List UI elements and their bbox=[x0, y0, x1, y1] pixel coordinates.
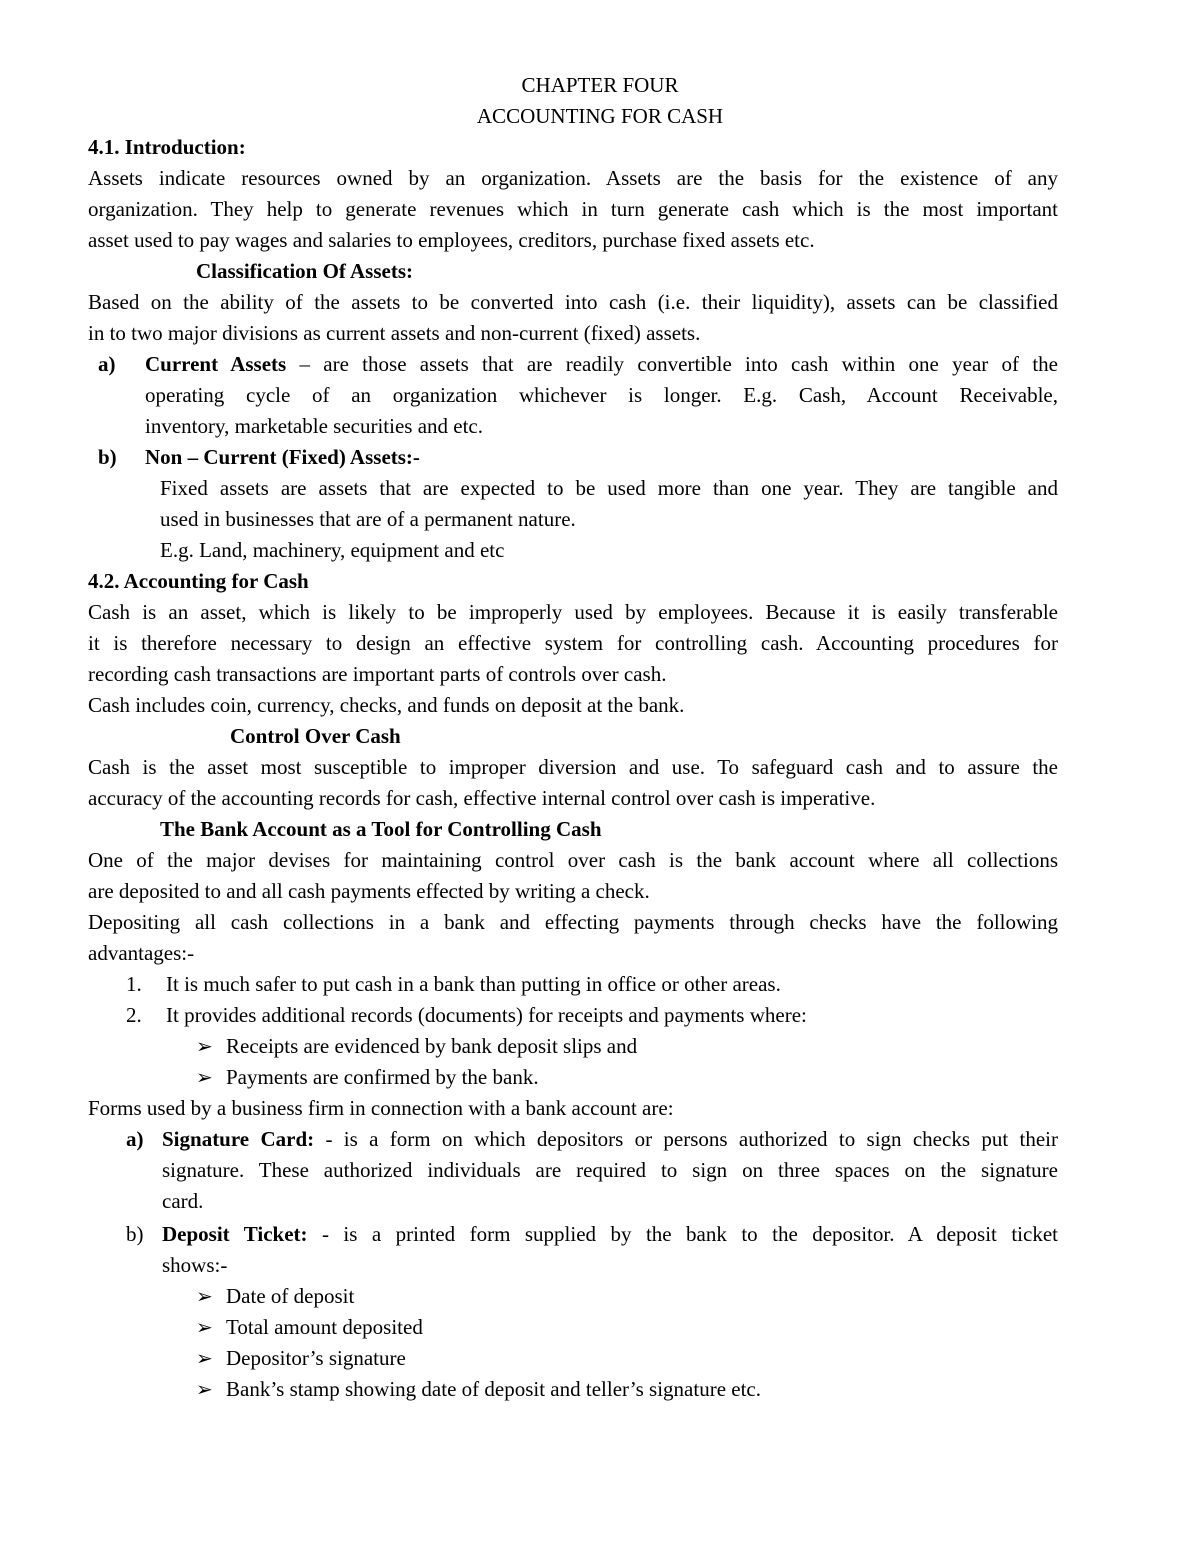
list-marker: b) bbox=[98, 445, 117, 469]
chapter-number: CHAPTER FOUR bbox=[521, 73, 679, 97]
noncurrent-assets-line: Fixed assets are assets that are expected to be used more than one year. They are tangible and bbox=[160, 476, 1058, 500]
intro-heading: 4.1. Introduction: bbox=[88, 135, 246, 159]
control-heading: Control Over Cash bbox=[230, 724, 401, 748]
arrowhead-bullet-icon: ➢ bbox=[196, 1036, 213, 1058]
noncurrent-assets-term: Non – Current (Fixed) Assets:- bbox=[145, 445, 420, 469]
noncurrent-assets-line: used in businesses that are of a permanent nature. bbox=[160, 507, 576, 531]
list-marker: a) bbox=[126, 1127, 144, 1151]
current-assets-term: Current Assets bbox=[145, 352, 287, 376]
arrowhead-bullet-icon: ➢ bbox=[196, 1317, 213, 1339]
forms-intro: Forms used by a business firm in connection with a bank account are: bbox=[88, 1096, 674, 1120]
current-assets-line: operating cycle of an organization whichever is longer. E.g. Cash, Account Receivable, bbox=[145, 383, 1058, 407]
classification-heading: Classification Of Assets: bbox=[196, 259, 413, 283]
deposit-ticket-term: Deposit Ticket: bbox=[162, 1222, 308, 1246]
bank-line: advantages:- bbox=[88, 941, 195, 965]
current-assets-item: Current Assets – are those assets that are readily convertible into cash within one year of the bbox=[145, 352, 1058, 376]
arrowhead-bullet-icon: ➢ bbox=[196, 1379, 213, 1401]
bullet-item: ➢ Bank’s stamp showing date of deposit and teller’s signature etc. bbox=[196, 1377, 761, 1401]
accounting-line: Cash includes coin, currency, checks, and funds on deposit at the bank. bbox=[88, 693, 685, 717]
accounting-line: Cash is an asset, which is likely to be improperly used by employees. Because it is easily transferable bbox=[88, 600, 1058, 624]
numbered-item: It provides additional records (documents) for receipts and payments where: bbox=[166, 1003, 807, 1027]
classification-line: Based on the ability of the assets to be converted into cash (i.e. their liquidity), assets can be classified bbox=[88, 290, 1058, 314]
accounting-line: recording cash transactions are important parts of controls over cash. bbox=[88, 662, 667, 686]
bullet-item: ➢ Total amount deposited bbox=[196, 1315, 423, 1339]
signature-card-line: card. bbox=[162, 1189, 204, 1213]
chapter-title: ACCOUNTING FOR CASH bbox=[476, 104, 724, 128]
accounting-heading: 4.2. Accounting for Cash bbox=[88, 569, 309, 593]
classification-line: in to two major divisions as current assets and non-current (fixed) assets. bbox=[88, 321, 701, 345]
deposit-ticket-item: Deposit Ticket: - is a printed form supplied by the bank to the depositor. A deposit ticket bbox=[162, 1222, 1058, 1246]
numbered-item: It is much safer to put cash in a bank than putting in office or other areas. bbox=[166, 972, 781, 996]
noncurrent-assets-line: E.g. Land, machinery, equipment and etc bbox=[160, 538, 505, 562]
arrowhead-bullet-icon: ➢ bbox=[196, 1286, 213, 1308]
signature-card-line: signature. These authorized individuals are required to sign on three spaces on the signature bbox=[162, 1158, 1058, 1182]
bank-heading: The Bank Account as a Tool for Controlling Cash bbox=[160, 817, 602, 841]
accounting-line: it is therefore necessary to design an effective system for controlling cash. Accounting procedures for bbox=[88, 631, 1058, 655]
numbered-marker: 2. bbox=[126, 1003, 142, 1027]
numbered-marker: 1. bbox=[126, 972, 142, 996]
control-line: accuracy of the accounting records for cash, effective internal control over cash is imperative. bbox=[88, 786, 876, 810]
intro-line: organization. They help to generate revenues which in turn generate cash which is the most important bbox=[88, 197, 1058, 221]
bank-line: One of the major devises for maintaining control over cash is the bank account where all collections bbox=[88, 848, 1058, 872]
bullet-item: ➢ Receipts are evidenced by bank deposit slips and bbox=[196, 1034, 638, 1058]
bank-line: are deposited to and all cash payments effected by writing a check. bbox=[88, 879, 650, 903]
signature-card-term: Signature Card: bbox=[162, 1127, 315, 1151]
list-marker: a) bbox=[98, 352, 116, 376]
arrowhead-bullet-icon: ➢ bbox=[196, 1067, 213, 1089]
current-assets-line: inventory, marketable securities and etc. bbox=[145, 414, 483, 438]
bank-line: Depositing all cash collections in a bank and effecting payments through checks have the following bbox=[88, 910, 1058, 934]
arrowhead-bullet-icon: ➢ bbox=[196, 1348, 213, 1370]
deposit-ticket-line: shows:- bbox=[162, 1253, 228, 1277]
control-line: Cash is the asset most susceptible to improper diversion and use. To safeguard cash and to assure the bbox=[88, 755, 1058, 779]
signature-card-item: Signature Card: - is a form on which depositors or persons authorized to sign checks put their bbox=[162, 1127, 1058, 1151]
intro-line: asset used to pay wages and salaries to employees, creditors, purchase fixed assets etc. bbox=[88, 228, 815, 252]
list-marker: b) bbox=[126, 1222, 144, 1246]
bullet-item: ➢ Date of deposit bbox=[196, 1284, 355, 1308]
bullet-item: ➢ Payments are confirmed by the bank. bbox=[196, 1065, 539, 1089]
intro-line: Assets indicate resources owned by an organization. Assets are the basis for the existence of any bbox=[88, 166, 1058, 190]
bullet-item: ➢ Depositor’s signature bbox=[196, 1346, 406, 1370]
